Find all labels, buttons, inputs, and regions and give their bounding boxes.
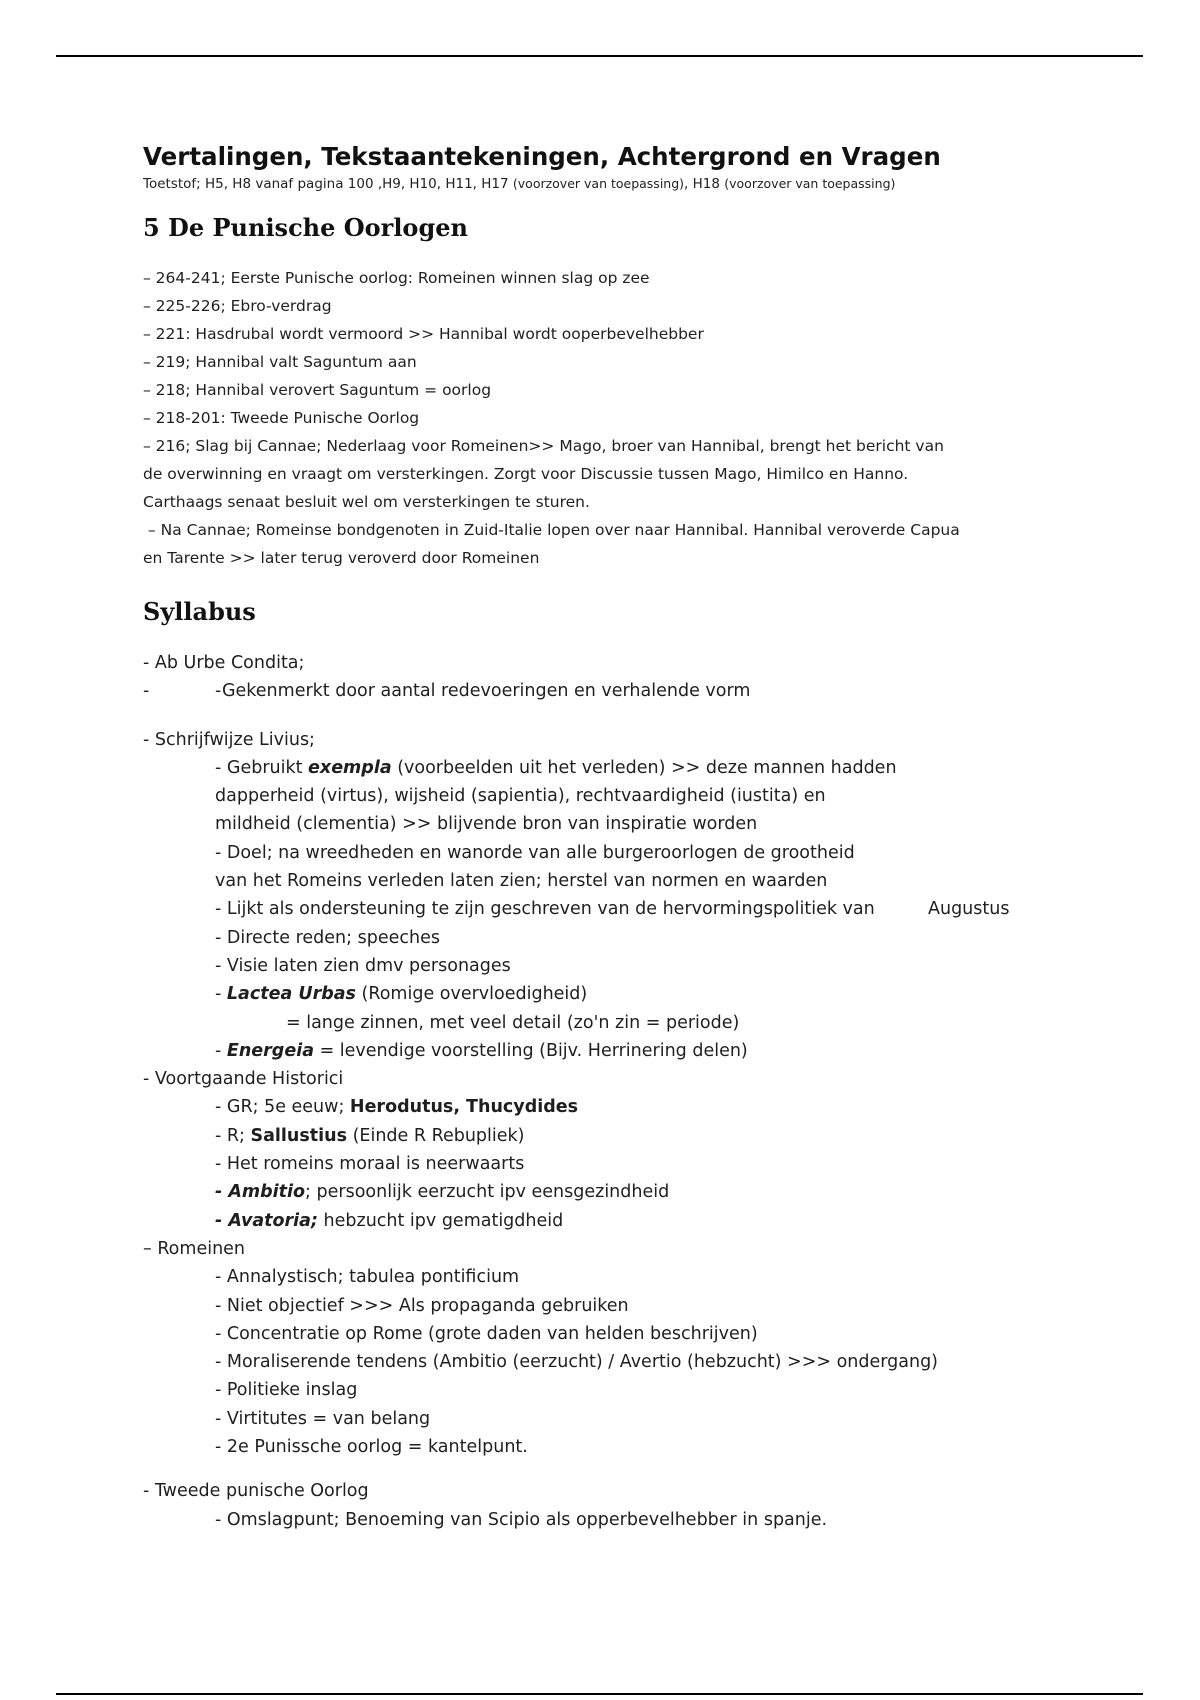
gr-line	[143, 1093, 1103, 1121]
auc-sub-text: -Gekenmerkt door aantal redevoeringen en verhalende vorm	[215, 681, 751, 702]
energeia-line	[143, 1037, 1103, 1065]
ambitio-suffix: ; persoonlijk eerzucht ipv eensgezindheid	[305, 1182, 670, 1203]
punic-timeline	[143, 264, 1103, 572]
auc-item: - Ab Urbe Condita;	[143, 653, 305, 673]
lactea-dash: -	[215, 984, 227, 1005]
romeinen-sub-item: - Niet objectief >>> Als propaganda gebruiken	[215, 1295, 629, 1316]
footer-rule	[56, 1693, 1143, 1695]
romeinen-sub-item: - 2e Punissche oorlog = kantelpunt.	[215, 1437, 528, 1458]
r-suffix: (Einde R Rebupliek)	[347, 1125, 525, 1146]
romeinen-item: – Romeinen	[143, 1238, 246, 1259]
lactea-term: Lactea Urbas	[226, 984, 356, 1005]
exempla-line-2: dapperheid (virtus), wijsheid (sapientia), rechtvaardigheid (iustita) en	[215, 786, 826, 807]
exempla-suffix: (voorbeelden uit het verleden) >> deze mannen hadden	[391, 757, 897, 778]
energeia-dash: -	[215, 1040, 227, 1061]
toetsstof-note-2: (voorzover van toepassing)	[724, 176, 896, 191]
header-rule	[56, 55, 1143, 57]
augustus-text: Augustus	[928, 899, 1010, 920]
romeinen-sub-item: - Moraliserende tendens (Ambitio (eerzucht) / Avertio (hebzucht) >>> ondergang)	[215, 1352, 939, 1373]
cannae-paragraph-line: – 216; Slag bij Cannae; Nederlaag voor Romeinen>> Mago, broer van Hannibal, brengt het bericht van	[143, 437, 944, 455]
toetsstof-line	[143, 174, 1103, 194]
voortgaande-item: - Voortgaande Historici	[143, 1069, 344, 1090]
visie-line: - Visie laten zien dmv personages	[215, 955, 511, 976]
toetsstof-main: Toetstof; H5, H8 vanaf pagina 100 ,H9, H10, H11, H17	[143, 176, 509, 192]
ambitio-term: - Ambitio	[215, 1182, 306, 1203]
romeinen-sub-item: - Virtitutes = van belang	[215, 1408, 431, 1429]
document-page	[143, 140, 1103, 1534]
toetsstof-note-1: (voorzover van toepassing)	[512, 176, 685, 191]
gr-prefix: - GR; 5e eeuw;	[215, 1097, 350, 1118]
timeline-item: – 221: Hasdrubal wordt vermoord >> Hannibal wordt ooperbevelhebber	[143, 325, 704, 343]
timeline-item: – 218-201: Tweede Punische Oorlog	[143, 409, 420, 427]
tweede-punische-item: - Tweede punische Oorlog	[143, 1481, 369, 1502]
exempla-line	[143, 754, 1103, 782]
lijkt-line	[143, 895, 1103, 923]
energeia-term: Energeia	[226, 1040, 315, 1061]
avatoria-line	[143, 1207, 1103, 1235]
cannae-paragraph-line: de overwinning en vraagt om versterkingen. Zorgt voor Discussie tussen Mago, Himilco en Hanno.	[143, 465, 909, 483]
auc-sub-item	[143, 677, 1103, 705]
punic-wars-heading: 5 De Punische Oorlogen	[143, 213, 468, 242]
after-cannae-paragraph-line: en Tarente >> later terug veroverd door Romeinen	[143, 549, 540, 567]
avatoria-suffix: hebzucht ipv gematigdheid	[317, 1210, 564, 1231]
romeinen-sub-item: - Politieke inslag	[215, 1380, 358, 1401]
exempla-prefix: - Gebruikt	[215, 757, 309, 778]
exempla-line-3: mildheid (clementia) >> blijvende bron van inspiratie worden	[215, 814, 758, 835]
auc-dash: -	[143, 681, 150, 702]
timeline-item: – 264-241; Eerste Punische oorlog: Romeinen winnen slag op zee	[143, 269, 650, 287]
moraal-line: - Het romeins moraal is neerwaarts	[215, 1154, 525, 1175]
document-title: Vertalingen, Tekstaantekeningen, Achtergrond en Vragen	[143, 142, 941, 171]
doel-line-2: van het Romeins verleden laten zien; herstel van normen en waarden	[215, 871, 828, 892]
romeinen-sub-item: - Concentratie op Rome (grote daden van helden beschrijven)	[215, 1323, 758, 1344]
r-historian: Sallustius	[250, 1125, 348, 1146]
romeinen-sub-item: - Annalystisch; tabulea pontificium	[215, 1267, 520, 1288]
toetsstof-mid: , H18	[684, 176, 720, 192]
lactea-line	[143, 980, 1103, 1008]
syllabus-content	[143, 649, 1103, 1534]
lactea-sub-line: = lange zinnen, met veel detail (zo'n zin = periode)	[286, 1012, 740, 1033]
r-prefix: - R;	[215, 1125, 251, 1146]
timeline-item: – 218; Hannibal verovert Saguntum = oorlog	[143, 381, 492, 399]
exempla-term: exempla	[308, 757, 392, 778]
directe-line: - Directe reden; speeches	[215, 927, 440, 948]
gr-historians: Herodutus, Thucydides	[349, 1097, 579, 1118]
lactea-suffix: (Romige overvloedigheid)	[355, 984, 588, 1005]
timeline-item: – 219; Hannibal valt Saguntum aan	[143, 353, 417, 371]
doel-line: - Doel; na wreedheden en wanorde van alle burgeroorlogen de grootheid	[215, 842, 855, 863]
timeline-item: – 225-226; Ebro-verdrag	[143, 297, 332, 315]
lijkt-text: - Lijkt als ondersteuning te zijn geschreven van de hervormingspolitiek van	[215, 899, 875, 920]
cannae-paragraph-line: Carthaags senaat besluit wel om versterkingen te sturen.	[143, 493, 590, 511]
avatoria-term: - Avatoria;	[215, 1210, 318, 1231]
after-cannae-paragraph-line: – Na Cannae; Romeinse bondgenoten in Zuid-Italie lopen over naar Hannibal. Hannibal veroverde Capua	[143, 521, 960, 539]
schrijfwijze-item: - Schrijfwijze Livius;	[143, 729, 315, 750]
tweede-punische-sub-item: - Omslagpunt; Benoeming van Scipio als opperbevelhebber in spanje.	[215, 1509, 828, 1530]
energeia-suffix: = levendige voorstelling (Bijv. Herrinering delen)	[314, 1040, 748, 1061]
r-line	[143, 1122, 1103, 1150]
ambitio-line	[143, 1178, 1103, 1206]
syllabus-heading: Syllabus	[143, 597, 256, 626]
